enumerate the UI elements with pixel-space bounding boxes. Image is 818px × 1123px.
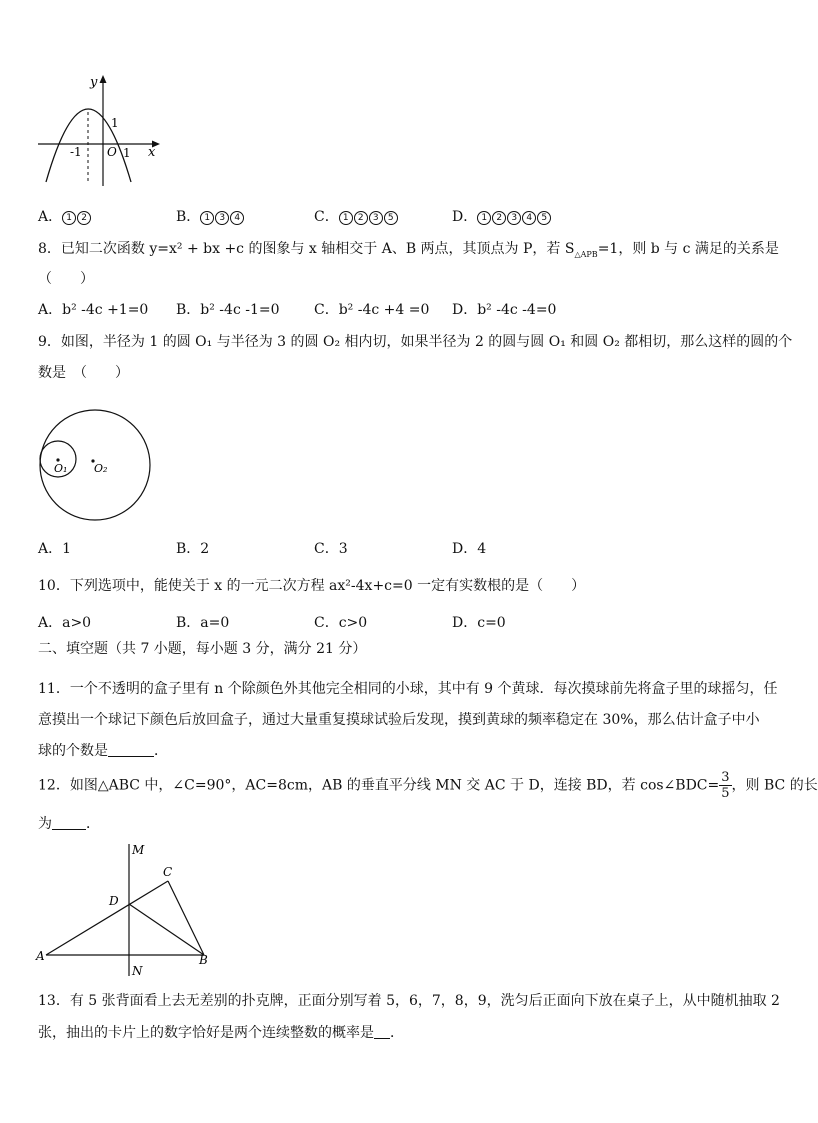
circled-number: 4	[522, 211, 536, 225]
q10-stem: 10．下列选项中，能使关于 x 的一元二次方程 ax²-4x+c=0 一定有实数根的是（ ）	[38, 578, 586, 594]
q8-text-a: 8．已知二次函数 y=x² + bx +c 的图象与 x 轴相交于 A、B 两点，其顶点为 P，若 S	[38, 241, 575, 257]
q8-option-a[interactable]: A．b² -4c +1=0	[38, 302, 149, 318]
q9-option-b[interactable]: B．2	[176, 541, 210, 557]
q11-line3-text: 球的个数是	[38, 743, 108, 759]
q12-line2-end: ．	[86, 816, 100, 832]
q12-line2-text: 为	[38, 816, 52, 832]
answer-blank[interactable]	[52, 815, 86, 830]
fraction-numerator: 3	[721, 770, 730, 785]
tick-y1-label: 1	[111, 116, 119, 130]
circled-number: 1	[339, 211, 353, 225]
y-axis-arrow	[100, 75, 107, 83]
q8-paren: （ ）	[38, 271, 94, 287]
q9-option-a[interactable]: A．1	[38, 541, 72, 557]
label-m: M	[132, 843, 145, 857]
segment-db	[129, 904, 204, 955]
triangle-figure	[34, 838, 214, 980]
q11-line3-end: ．	[154, 743, 168, 759]
option-letter: B．	[176, 209, 201, 225]
q8-stem	[38, 240, 779, 264]
q8-subscript: △APB	[574, 249, 598, 259]
circled-number: 2	[492, 211, 506, 225]
q10-option-b[interactable]: B．a=0	[176, 615, 230, 631]
circled-number: 3	[369, 211, 383, 225]
circled-number: 3	[215, 211, 229, 225]
circled-number: 5	[537, 211, 551, 225]
circled-number: 1	[477, 211, 491, 225]
segment-cb	[168, 881, 204, 955]
q13-line2	[38, 1024, 404, 1042]
section-heading: 二、填空题（共 7 小题，每小题 3 分，满分 21 分）	[38, 641, 367, 657]
circled-number: 1	[200, 211, 214, 225]
q10-option-d[interactable]: D．c=0	[452, 615, 506, 631]
option-letter: A．	[38, 209, 63, 225]
label-a: A	[36, 949, 45, 963]
x-axis-label: x	[148, 145, 156, 160]
circled-number: 5	[384, 211, 398, 225]
q11-line3	[38, 742, 168, 760]
circles-figure	[34, 408, 156, 524]
q11-line2: 意摸出一个球记下颜色后放回盒子，通过大量重复摸球试验后发现，摸到黄球的频率稳定在 30%，那么估计盒子中小	[38, 712, 760, 728]
label-n: N	[132, 964, 143, 978]
origin-label: O	[107, 145, 117, 159]
q9-stem-line1: 9．如图，半径为 1 的圆 O₁ 与半径为 3 的圆 O₂ 相内切，如果半径为 2 的圆与圆 O₁ 和圆 O₂ 都相切，那么这样的圆的个	[38, 334, 793, 350]
q13-line2-text: 张，抽出的卡片上的数字恰好是两个连续整数的概率是	[38, 1025, 374, 1041]
q10-option-a[interactable]: A．a>0	[38, 615, 92, 631]
q8-option-d[interactable]: D．b² -4c -4=0	[452, 302, 557, 318]
tick-x1-label: 1	[123, 146, 131, 160]
q7-option-a[interactable]	[38, 208, 92, 226]
q8-option-c[interactable]: C．b² -4c +4 =0	[314, 302, 430, 318]
q8-option-b[interactable]: B．b² -4c -1=0	[176, 302, 280, 318]
label-o1: O₁	[54, 462, 68, 475]
q8-text-b: =1，则 b 与 c 满足的关系是	[597, 241, 779, 257]
label-o2: O₂	[94, 462, 108, 475]
label-d: D	[109, 894, 119, 908]
q12-text-b: ，则 BC 的长	[731, 777, 818, 794]
q9-option-c[interactable]: C．3	[314, 541, 348, 557]
q7-option-c[interactable]	[314, 208, 399, 226]
label-b: B	[199, 953, 208, 967]
q10-option-c[interactable]: C．c>0	[314, 615, 368, 631]
q13-line1: 13．有 5 张背面看上去无差别的扑克牌，正面分别写着 5，6，7，8，9，洗匀后正面向下放在桌子上，从中随机抽取 2	[38, 993, 780, 1009]
fraction-denominator: 5	[721, 786, 730, 801]
q9-stem-line2: 数是 （ ）	[38, 365, 129, 381]
y-axis-label: y	[90, 75, 98, 90]
option-letter: D．	[452, 209, 478, 225]
q11-line1: 11．一个不透明的盒子里有 n 个除颜色外其他完全相同的小球，其中有 9 个黄球．每次摸球前先将盒子里的球摇匀，任	[38, 681, 778, 697]
circled-number: 1	[62, 211, 76, 225]
q12-line2	[38, 815, 100, 833]
q7-option-b[interactable]	[176, 208, 245, 226]
answer-blank[interactable]	[374, 1024, 390, 1039]
option-letter: C．	[314, 209, 339, 225]
q7-option-d[interactable]	[452, 208, 552, 226]
circled-number: 4	[230, 211, 244, 225]
q13-line2-end: ．	[390, 1025, 404, 1041]
circled-number: 2	[77, 211, 91, 225]
q9-option-d[interactable]: D．4	[452, 541, 487, 557]
answer-blank[interactable]	[108, 742, 154, 757]
label-c: C	[163, 865, 173, 879]
circled-number: 3	[507, 211, 521, 225]
parabola-figure	[36, 72, 166, 190]
fraction-3-5	[719, 770, 731, 801]
circled-number: 2	[354, 211, 368, 225]
tick-neg1-label: -1	[70, 145, 82, 159]
q12-stem	[38, 770, 818, 801]
q12-text-a: 12．如图△ABC 中，∠C=90°，AC=8cm，AB 的垂直平分线 MN 交 AC 于 D，连接 BD，若 cos∠BDC=	[38, 777, 720, 794]
